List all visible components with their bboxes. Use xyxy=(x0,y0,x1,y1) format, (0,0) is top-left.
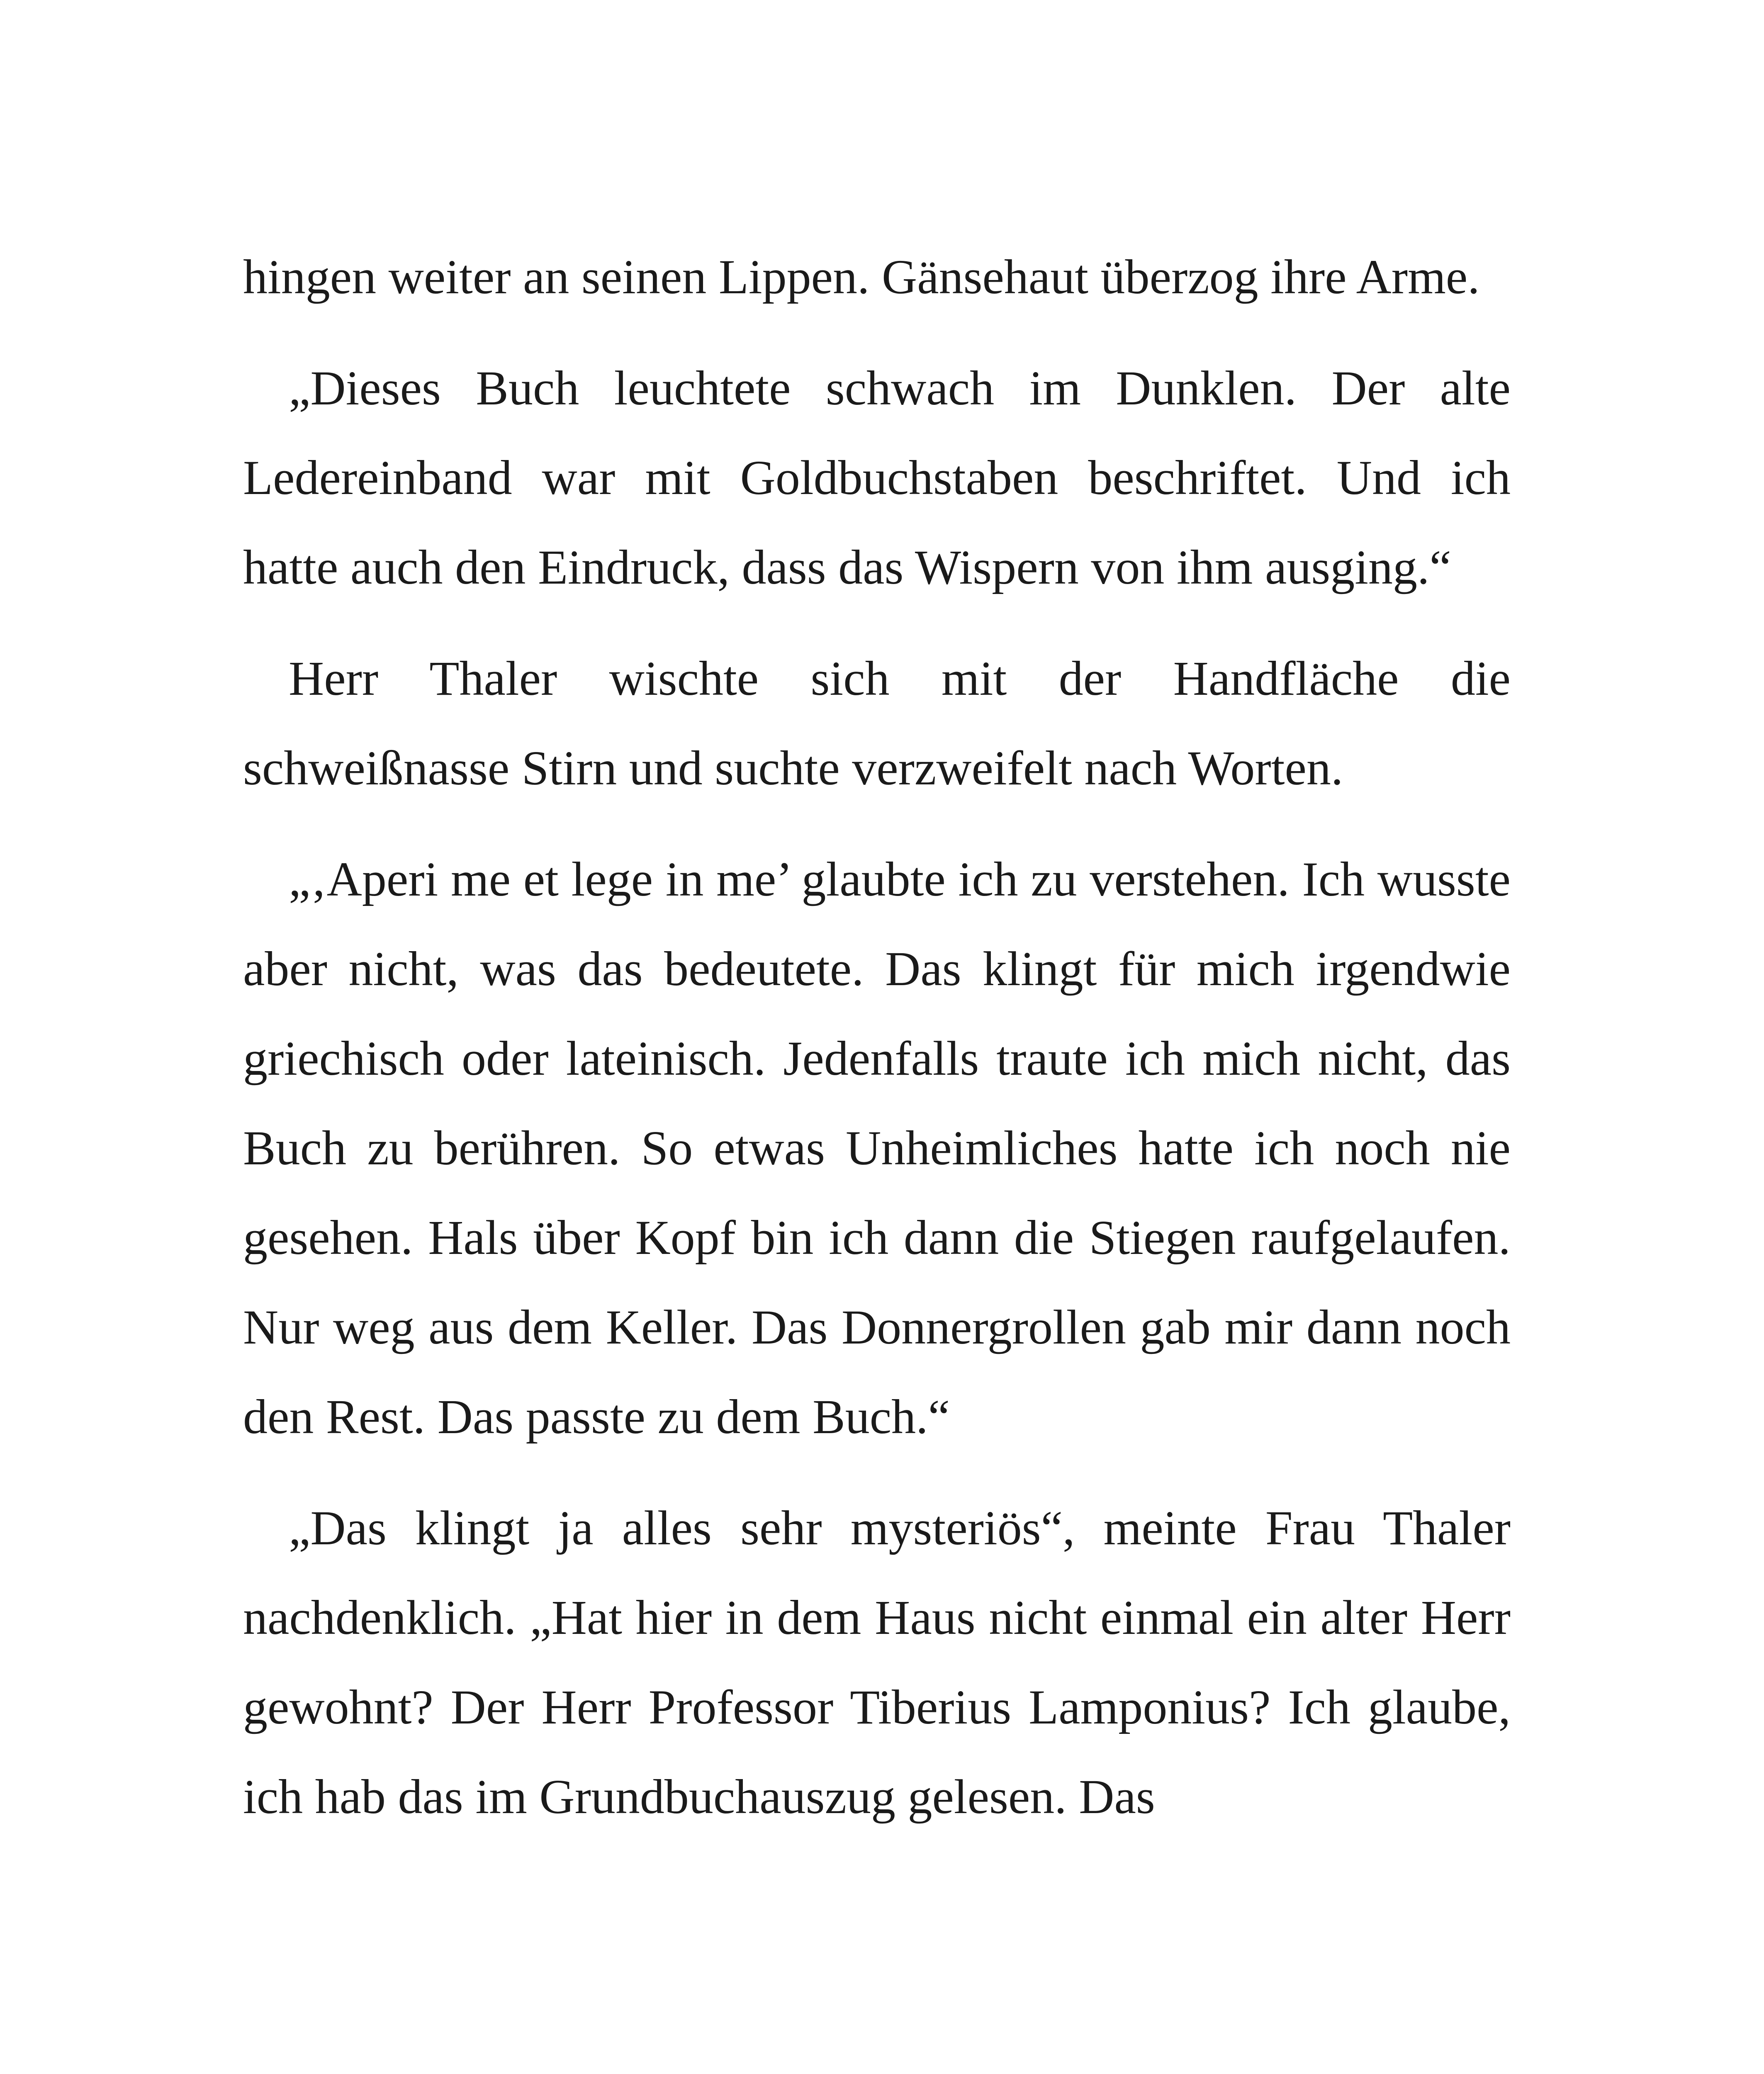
paragraph-2: „Dieses Buch leuchtete schwach im Dunklen. Der alte Ledereinband war mit Goldbuchstaben beschriftet. Und ich hatte auch den Eindruck, dass das Wispern von ihm ausging.“ xyxy=(243,361,1511,594)
body-text xyxy=(243,232,1511,1863)
paragraph-3: Herr Thaler wischte sich mit der Handfläche die schweißnasse Stirn und suchte verzweifelt nach Worten. xyxy=(243,651,1511,795)
paragraph-4: „‚Aperi me et lege in me’ glaubte ich zu verstehen. Ich wusste aber nicht, was das bedeutete. Das klingt für mich irgendwie griechisch oder lateinisch. Jedenfalls traute ich mich nicht, das Buch zu berühren. So etwas Unheimliches hatte ich noch nie gesehen. Hals über Kopf bin ich dann die Stiegen raufgelaufen. Nur weg aus dem Keller. Das Donnergrollen gab mir dann noch den Rest. Das passte zu dem Buch.“ xyxy=(243,852,1511,1444)
paragraph-5: „Das klingt ja alles sehr mysteriös“, meinte Frau Thaler nachdenklich. „Hat hier in dem Haus nicht einmal ein alter Herr gewohnt? Der Herr Professor Tiberius Lamponius? Ich glaube, ich hab das im Grundbuchauszug gelesen. Das xyxy=(243,1501,1511,1824)
paragraph-1: hingen weiter an seinen Lippen. Gänsehaut überzog ihre Arme. xyxy=(243,250,1480,304)
